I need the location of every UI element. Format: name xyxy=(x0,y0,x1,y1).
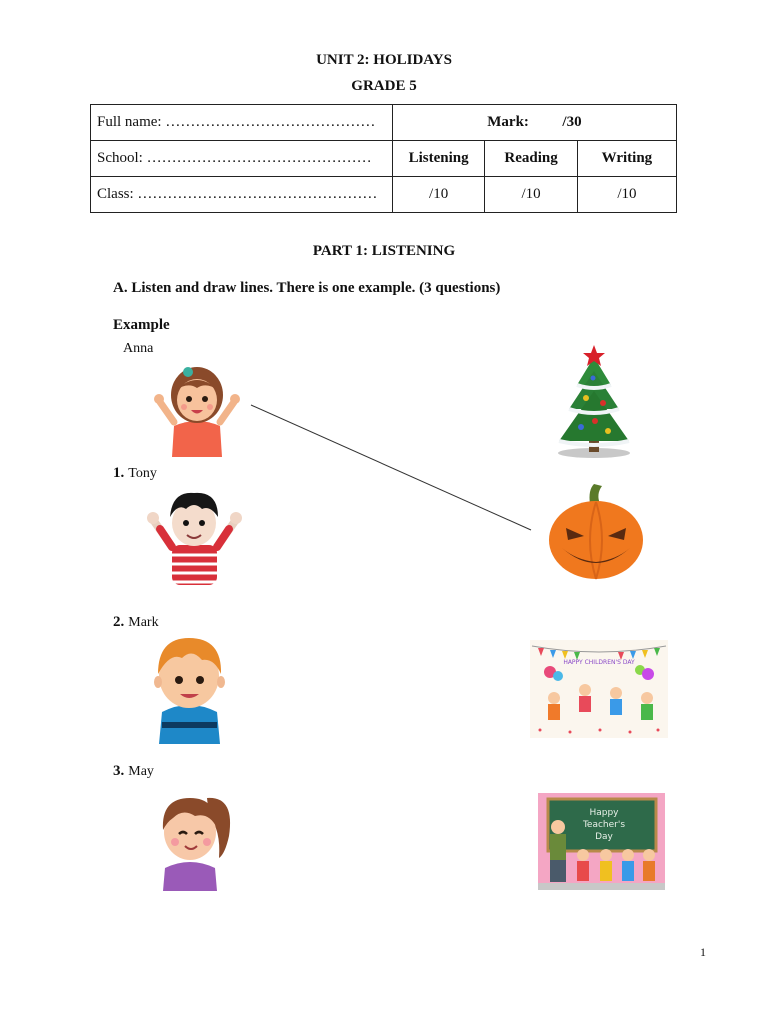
teachers-day-text-1: Happy xyxy=(589,808,619,818)
question-number: 3. xyxy=(113,763,125,779)
score-writing: /10 xyxy=(577,177,676,213)
skill-writing: Writing xyxy=(577,141,676,177)
may-girl-image xyxy=(155,786,235,891)
score-listening: /10 xyxy=(392,177,485,213)
child-name-may: May xyxy=(128,764,154,779)
grade-title: GRADE 5 xyxy=(351,78,417,94)
teachers-day-text-3: Day xyxy=(595,832,613,842)
halloween-pumpkin-image xyxy=(546,482,646,582)
mark-boy-image xyxy=(152,634,227,744)
skill-reading: Reading xyxy=(485,141,577,177)
full-name-field[interactable]: Full name: …………………………………… xyxy=(91,105,393,141)
childrens-day-text: HAPPY CHILDREN'S DAY xyxy=(563,659,635,666)
teachers-day-text-2: Teacher's xyxy=(582,820,626,830)
example-label: Example xyxy=(113,317,170,333)
class-field[interactable]: Class: ………………………………………… xyxy=(91,177,393,213)
score-reading: /10 xyxy=(485,177,577,213)
child-name-mark: Mark xyxy=(128,615,159,630)
section-a-instruction: A. Listen and draw lines. There is one example. (3 questions) xyxy=(113,280,501,296)
mark-label: Mark: xyxy=(487,114,529,130)
question-number: 2. xyxy=(113,614,125,630)
child-name-tony: Tony xyxy=(128,466,157,481)
skill-listening: Listening xyxy=(392,141,485,177)
unit-title: UNIT 2: HOLIDAYS xyxy=(316,52,452,68)
school-field[interactable]: School: ……………………………………… xyxy=(91,141,393,177)
page-number: 1 xyxy=(700,945,706,959)
mark-total: /30 xyxy=(562,114,582,130)
anna-girl-image xyxy=(150,362,245,457)
tony-boy-image xyxy=(142,485,247,585)
question-number: 1. xyxy=(113,465,125,481)
teachers-day-image xyxy=(538,793,665,890)
christmas-tree-image xyxy=(553,343,635,460)
childrens-day-image xyxy=(530,640,668,738)
child-name-anna: Anna xyxy=(123,341,154,356)
part-heading: PART 1: LISTENING xyxy=(312,243,456,259)
